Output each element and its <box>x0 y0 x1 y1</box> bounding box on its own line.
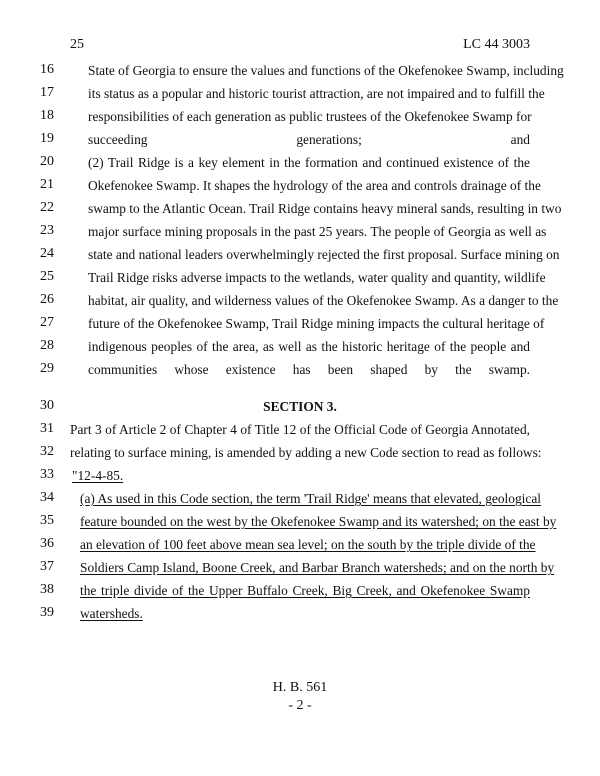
line-number: 17 <box>40 85 54 100</box>
line-number: 24 <box>40 246 54 261</box>
body-line: responsibilities of each generation as public trustees of the Okefenokee Swamp for <box>88 109 532 124</box>
line-number: 16 <box>40 62 54 77</box>
line-number: 38 <box>40 582 54 597</box>
line-number: 23 <box>40 223 54 238</box>
footer-page-number: - 2 - <box>288 698 312 713</box>
body-line: succeeding generations; and <box>88 132 530 147</box>
footer-bill-number: H. B. 561 <box>272 680 328 695</box>
line-number: 31 <box>40 421 54 436</box>
line-number: 37 <box>40 559 54 574</box>
body-line: swamp to the Atlantic Ocean. Trail Ridge contains heavy mineral sands, resulting in two <box>88 201 562 216</box>
line-number: 19 <box>40 131 54 146</box>
line-number: 20 <box>40 154 54 169</box>
inserted-line: an elevation of 100 feet above mean sea level; on the south by the triple divide of the <box>80 537 536 552</box>
body-line: major surface mining proposals in the past 25 years. The people of Georgia as well as <box>88 224 547 239</box>
body-line: (2) Trail Ridge is a key element in the formation and continued existence of the <box>88 155 530 170</box>
inserted-line: Soldiers Camp Island, Boone Creek, and Barbar Branch watersheds; and on the north by <box>80 560 555 575</box>
header-doc-code: LC 44 3003 <box>463 37 530 52</box>
body-line: relating to surface mining, is amended by adding a new Code section to read as follows: <box>70 445 542 460</box>
line-number: 26 <box>40 292 54 307</box>
line-number: 22 <box>40 200 54 215</box>
body-line: Part 3 of Article 2 of Chapter 4 of Title 12 of the Official Code of Georgia Annotated, <box>70 422 530 437</box>
inserted-line: (a) As used in this Code section, the term 'Trail Ridge' means that elevated, geological <box>80 491 541 506</box>
body-line: its status as a popular and historic tourist attraction, are not impaired and to fulfill the <box>88 86 545 101</box>
body-line: habitat, air quality, and wilderness values of the Okefenokee Swamp. As a danger to the <box>88 293 559 308</box>
body-line: State of Georgia to ensure the values and functions of the Okefenokee Swamp, including <box>88 63 564 78</box>
inserted-line: the triple divide of the Upper Buffalo Creek, Big Creek, and Okefenokee Swamp <box>80 583 530 598</box>
line-number: 39 <box>40 605 54 620</box>
line-number: 34 <box>40 490 54 505</box>
line-number: 36 <box>40 536 54 551</box>
line-number: 28 <box>40 338 54 353</box>
body-line: state and national leaders overwhelmingly rejected the first proposal. Surface mining on <box>88 247 560 262</box>
code-section-number: "12-4-85. <box>72 468 124 483</box>
header-page-number: 25 <box>70 37 84 52</box>
inserted-line: watersheds. <box>80 606 143 621</box>
body-line: indigenous peoples of the area, as well as the historic heritage of the people and <box>88 339 530 354</box>
body-line: communities whose existence has been shaped by the swamp. <box>88 362 530 377</box>
line-number: 32 <box>40 444 54 459</box>
line-number: 35 <box>40 513 54 528</box>
line-number: 29 <box>40 361 54 376</box>
body-line: Okefenokee Swamp. It shapes the hydrology of the area and controls drainage of the <box>88 178 541 193</box>
body-line: Trail Ridge risks adverse impacts to the wetlands, water quality and quantity, wildlife <box>88 270 546 285</box>
line-number: 27 <box>40 315 54 330</box>
line-number: 21 <box>40 177 54 192</box>
inserted-line: feature bounded on the west by the Okefenokee Swamp and its watershed; on the east by <box>80 514 557 529</box>
line-number: 18 <box>40 108 54 123</box>
body-line: future of the Okefenokee Swamp, Trail Ridge mining impacts the cultural heritage of <box>88 316 545 331</box>
line-number: 33 <box>40 467 54 482</box>
line-number: 30 <box>40 398 54 413</box>
line-number: 25 <box>40 269 54 284</box>
section-heading: SECTION 3. <box>263 399 337 414</box>
